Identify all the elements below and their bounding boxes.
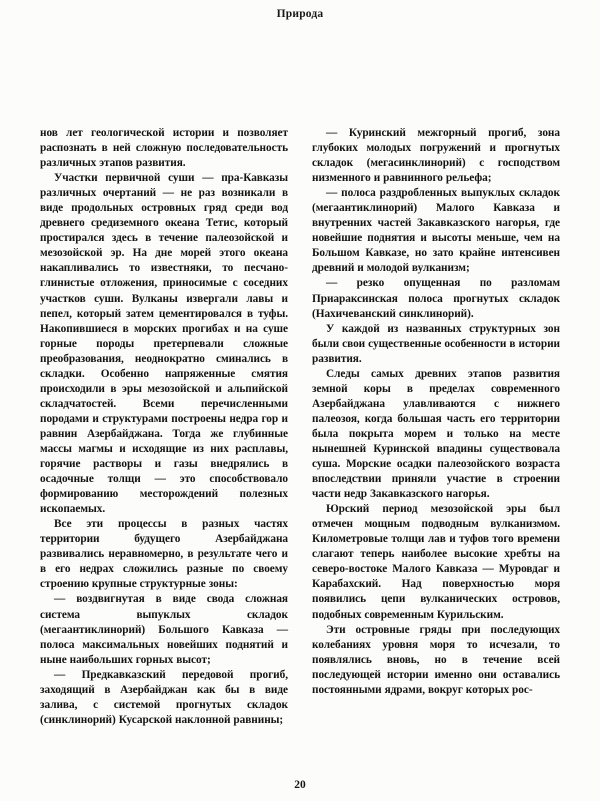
list-item: — Куринский межгорный прогиб, зона глубоких молодых погружений и прогнутых складок (мегасинклинорий) с господством низменного и равнинного рельефа;: [312, 127, 560, 185]
list-item: — Предкавказский передовой прогиб, заходящий в Азербайджан как бы в виде залива, с системой прогнутых складок (синклинорий) Кусарской наклонной равнины;: [40, 668, 288, 726]
column-right: [312, 126, 560, 728]
running-head: Природа: [276, 8, 324, 20]
page-number: 20: [294, 779, 306, 791]
list-item: — резко опущенная по разломам Приараксинская полоса прогнутых складок (Нахичеванский синклинорий).: [312, 277, 560, 320]
paragraph: Следы самых древних этапов развития земной коры в пределах современного Азербайджана улавливаются с нижнего палеозоя, когда большая часть его территории была покрыта морем и только на месте нынешней Куринской впадины существовала суша. Морские осадки палеозойского возраста впоследствии приняли участие в строении части недр Закавказского нагорья.: [312, 367, 560, 501]
list-item: — воздвигнутая в виде свода сложная система выпуклых складок (мегаантиклинорий) Большого Кавказа — полоса максимальных новейших поднятий и ныне наибольших горных высот;: [40, 593, 288, 666]
paragraph: У каждой из названных структурных зон были свои существенные особенности в истории развития.: [312, 322, 560, 365]
column-left: [40, 126, 288, 728]
paragraph: нов лет геологической истории и позволяет распознать в ней сложную последовательность различных этапов развития.: [40, 127, 288, 170]
text-body: [40, 126, 561, 728]
paragraph: Эти островные гряды при последующих колебаниях уровня моря то исчезали, то появлялись вновь, но в течение всей последующей истории именно они оставались постоянными ядрами, вокруг которых рос-: [312, 623, 560, 696]
paragraph: Юрский период мезозойской эры был отмечен мощным подводным вулканизмом. Километровые толщи лав и туфов того времени слагают теперь наиболее высокие хребты на северо-востоке Малого Кавказа — Муровдаг и Карабахский. Над поверхностью моря появились цепи вулканических островов, подобных современным Курильским.: [312, 503, 560, 621]
paragraph: Участки первичной суши — пра-Кавказы различных очертаний — не раз возникали в виде продольных островных гряд среди вод древнего средиземного океана Тетис, который простирался здесь в течение палеозойской и мезозойской эр. На дне морей этого океана накапливались то известняки, то песчано-глинистые отложения, приносимые с соседних участков суши. Вулканы извергали лавы и пепел, который затем цементировался в туфы. Накопившиеся в морских прогибах и на суше горные породы претерпевали сложные преобразования, неоднократно сминались в складки. Особенно напряженные смятия происходили в эры мезозойской и альпийской складчатостей. Всеми перечисленными породами и структурами построены недра гор и равнин Азербайджана. Тогда же глубинные массы магмы и исходящие из них расплавы, горячие растворы и газы внедрялись в осадочные толщи — это способствовало формированию месторождений полезных ископаемых.: [40, 172, 288, 516]
list-item: — полоса раздробленных выпуклых складок (мегаантиклинорий) Малого Кавказа и внутренних частей Закавказского нагорья, где новейшие поднятия и высоты меньше, чем на Большом Кавказе, но зато крайне интенсивен древний и молодой вулканизм;: [312, 187, 560, 275]
paragraph: Все эти процессы в разных частях территории будущего Азербайджана развивались неравномерно, в результате чего и в его недрах сложились разные по своему строению крупные структурные зоны:: [40, 518, 288, 591]
